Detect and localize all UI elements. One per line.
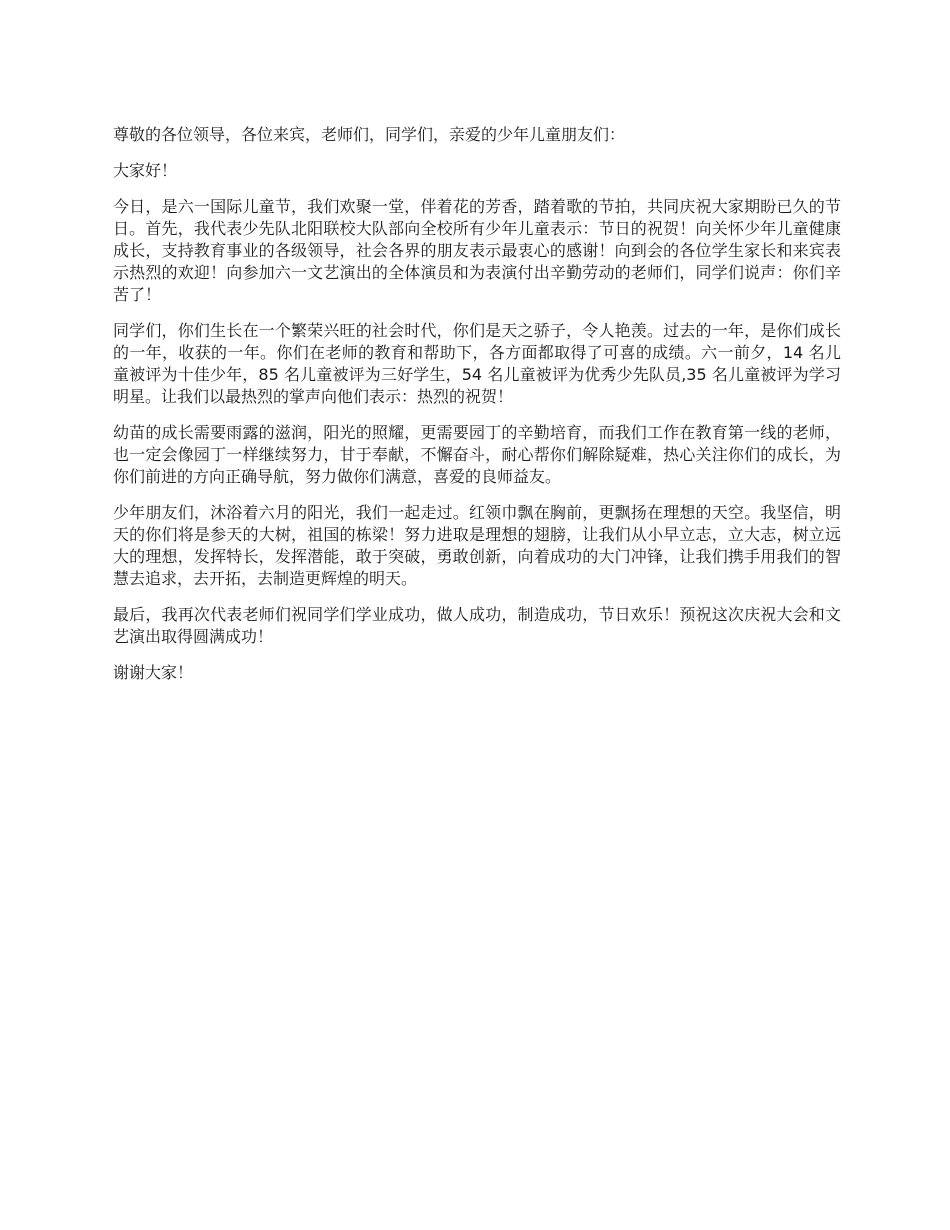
- document-body: [113, 124, 841, 698]
- paragraph-closing: 最后，我再次代表老师们祝同学们学业成功，做人成功，制造成功，节日欢乐！预祝这次庆祝大会和文艺演出取得圆满成功！: [113, 605, 841, 646]
- thanks: 谢谢大家！: [113, 663, 194, 682]
- greeting: 大家好！: [113, 161, 178, 180]
- paragraph-teachers: 幼苗的成长需要雨露的滋润，阳光的照耀，更需要园丁的辛勤培育，而我们工作在教育第一线的老师，也一定会像园丁一样继续努力，甘于奉献，不懈奋斗，耐心帮你们解除疑难，热心关注你们的成长，为你们前进的方向正确导航，努力做你们满意，喜爱的良师益友。: [113, 423, 841, 486]
- paragraph-aspirations: 少年朋友们，沐浴着六月的阳光，我们一起走过。红领巾飘在胸前，更飘扬在理想的天空。我坚信，明天的你们将是参天的大树，祖国的栋梁！努力进取是理想的翅膀，让我们从小早立志，立大志，树立远大的理想，发挥特长，发挥潜能，敢于突破，勇敢创新，向着成功的大门冲锋，让我们携手用我们的智慧去追求，去开拓，去制造更辉煌的明天。: [113, 503, 841, 588]
- salutation: 尊敬的各位领导，各位来宾，老师们，同学们，亲爱的少年儿童朋友们：: [113, 125, 626, 144]
- paragraph-opening: 今日，是六一国际儿童节，我们欢聚一堂，伴着花的芳香，踏着歌的节拍，共同庆祝大家期盼已久的节日。首先，我代表少先队北阳联校大队部向全校所有少年儿童表示：节日的祝贺！向关怀少年儿童健康成长，支持教育事业的各级领导，社会各界的朋友表示最衷心的感谢！向到会的各位学生家长和来宾表示热烈的欢迎！向参加六一文艺演出的全体演员和为表演付出辛勤劳动的老师们，同学们说声：你们辛苦了！: [113, 197, 841, 304]
- paragraph-achievements: 同学们，你们生长在一个繁荣兴旺的社会时代，你们是天之骄子，令人艳羡。过去的一年，是你们成长的一年，收获的一年。你们在老师的教育和帮助下，各方面都取得了可喜的成绩。六一前夕，14 名儿童被评为十佳少年，85 名儿童被评为三好学生，54 名儿童被评为优秀少先队员,35 名儿童被评为学习明星。让我们以最热烈的掌声向他们表示：热烈的祝贺！: [113, 321, 841, 406]
